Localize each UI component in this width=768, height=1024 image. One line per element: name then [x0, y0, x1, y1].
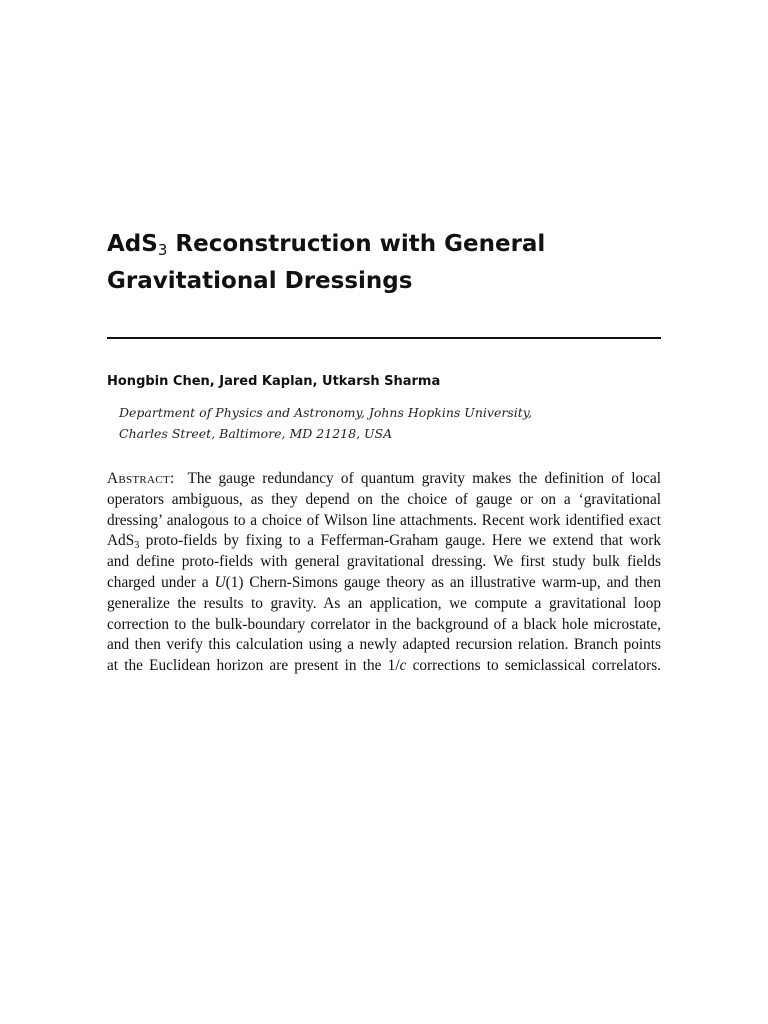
paper-title	[107, 226, 667, 300]
affiliation-line-1: Department of Physics and Astronomy, Johns Hopkins University,	[119, 405, 533, 420]
abstract-text: The gauge redundancy of quantum gravity makes the definition of local	[187, 470, 661, 487]
abstract-label: Abstract:	[107, 470, 175, 487]
abstract-ads: AdS	[107, 532, 135, 550]
abstract-line-2: operators ambiguous, as they depend on the choice of gauge or on a ‘gravitational	[107, 490, 661, 508]
affiliation-line-2: Charles Street, Baltimore, MD 21218, USA	[119, 426, 393, 441]
title-subscript: 3	[157, 241, 168, 259]
abstract-line-7: generalize the results to gravity. As an application, we compute a gravitational loop	[107, 594, 661, 612]
abstract-line-8: correction to the bulk-boundary correlator in the background of a black hole microstate,	[107, 615, 661, 633]
abstract-text: charged under a	[107, 573, 215, 591]
abstract-line-5: and define proto-fields with general gravitational dressing. We first study bulk fields	[107, 553, 661, 571]
abstract-line-3: dressing’ analogous to a choice of Wilson line attachments. Recent work identified exact	[107, 511, 661, 529]
title-line-2: Gravitational Dressings	[107, 268, 413, 294]
abstract-line-4	[107, 531, 661, 552]
abstract-text: (1) Chern-Simons gauge theory as an illustrative warm-up, and then	[225, 573, 661, 591]
abstract-line-9: and then verify this calculation using a newly adapted recursion relation. Branch points	[107, 636, 661, 654]
abstract-line-6	[107, 573, 661, 594]
title-line-1	[107, 231, 545, 257]
abstract-ads-subscript: 3	[134, 540, 140, 552]
abstract-text: corrections to semiclassical correlators.	[406, 657, 661, 675]
abstract	[107, 469, 661, 677]
affiliation	[119, 402, 659, 444]
abstract-line-10	[107, 656, 661, 677]
abstract-text: proto-fields by fixing to a Fefferman-Graham gauge. Here we extend that work	[139, 532, 661, 550]
title-ads: AdS	[107, 231, 158, 257]
math-u: U	[214, 573, 226, 591]
author-list: Hongbin Chen, Jared Kaplan, Utkarsh Sharma	[107, 374, 441, 389]
title-divider	[107, 337, 661, 339]
abstract-line-1	[107, 469, 661, 490]
abstract-text: at the Euclidean horizon are present in the 1/	[107, 657, 400, 675]
math-c: c	[399, 657, 407, 675]
title-line-1-rest: Reconstruction with General	[167, 231, 546, 257]
